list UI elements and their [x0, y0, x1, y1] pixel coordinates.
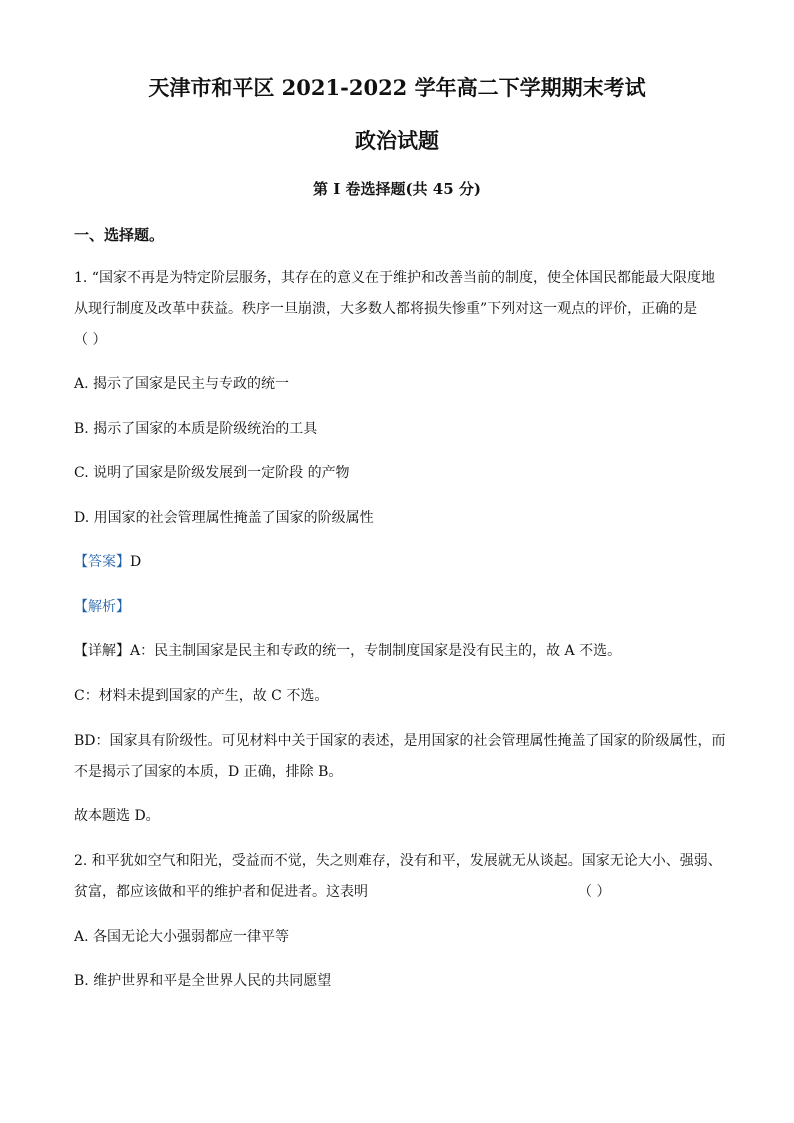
q2-stem-line1: 2. 和平犹如空气和阳光，受益而不觉，失之则难存，没有和平，发展就无从谈起。国家无论大小、强弱、 [74, 853, 722, 869]
q1-bd-line1: BD：国家具有阶级性。可见材料中关于国家的表述，是用国家的社会管理属性掩盖了国家的阶级属性，而 [74, 733, 726, 749]
q1-answer [74, 551, 141, 571]
q1-conclusion: 故本题选 D。 [74, 808, 160, 824]
section-heading: 一、选择题。 [74, 226, 165, 244]
q1-option-a: A. 揭示了国家是民主与专政的统一 [74, 376, 290, 392]
q1-option-b: B. 揭示了国家的本质是阶级统治的工具 [74, 421, 318, 437]
exam-title: 天津市和平区 2021-2022 学年高二下学期期末考试 [148, 75, 646, 100]
q1-analysis [74, 596, 130, 616]
q1-stem-line2: 从现行制度及改革中获益。秩序一旦崩溃，大多数人都将损失惨重”下列对这一观点的评价，正确的是 [74, 301, 698, 317]
q1-option-d: D. 用国家的社会管理属性掩盖了国家的阶级属性 [74, 510, 374, 526]
q1-bd-line2: 不是揭示了国家的本质，D 正确，排除 B。 [74, 764, 343, 780]
detail-tag: 【详解】 [74, 643, 130, 659]
q1-detail [74, 640, 621, 660]
part-heading: 第 I 卷选择题(共 45 分) [313, 180, 481, 198]
q2-answer-paren: （ ） [578, 884, 611, 900]
analysis-tag: 【解析】 [74, 599, 130, 615]
answer-tag: 【答案】 [74, 554, 130, 570]
q2-option-b: B. 维护世界和平是全世界人民的共同愿望 [74, 973, 332, 989]
answer-value: D [130, 554, 142, 570]
q2-stem-line2: 贫富，都应该做和平的维护者和促进者。这表明 [74, 884, 368, 900]
q2-option-a: A. 各国无论大小强弱都应一律平等 [74, 929, 290, 945]
q1-answer-paren: （ ） [74, 332, 107, 348]
detail-text: A：民主制国家是民主和专政的统一，专制制度国家是没有民主的，故 A 不选。 [130, 643, 622, 659]
q1-stem-line1: 1. “国家不再是为特定阶层服务，其存在的意义在于维护和改善当前的制度，使全体国民都能最大限度地 [74, 270, 715, 286]
subject-title: 政治试题 [355, 128, 439, 153]
q1-c-explanation: C：材料未提到国家的产生，故 C 不选。 [74, 688, 329, 704]
q1-option-c: C. 说明了国家是阶级发展到一定阶段 的产物 [74, 465, 350, 481]
